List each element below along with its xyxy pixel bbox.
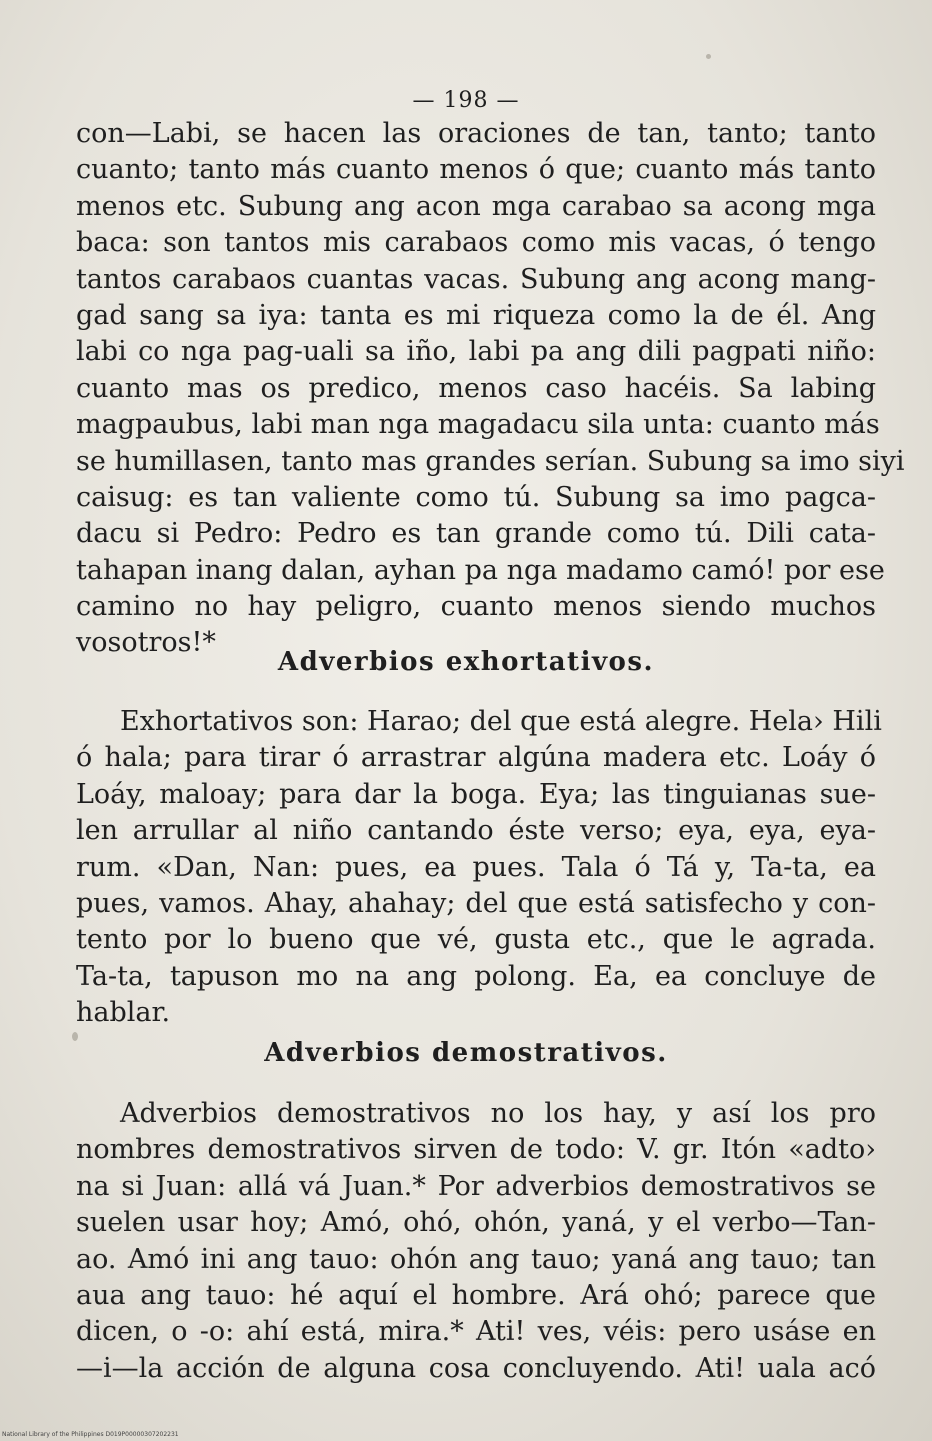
text-line: suelen usar hoy; Amó, ohó, ohón, yaná, y el verbo—Tan- [76, 1207, 876, 1239]
text-line: vosotros!* [76, 627, 216, 659]
text-line: aua ang tauo: hé aquí el hombre. Ará ohó; parece que [76, 1279, 876, 1311]
section-heading-exhortativos: Adverbios exhortativos. [277, 647, 655, 677]
text-line: ao. Amó ini ang tauo: ohón ang tauo; yaná ang tauo; tan [76, 1243, 876, 1275]
text-line: con—Labi, se hacen las oraciones de tan, tanto; tanto [76, 118, 876, 149]
text-line: baca: son tantos mis carabaos como mis vacas, ó tengo [76, 227, 876, 259]
paragraph-exhortativos [76, 704, 882, 1032]
text-line: tahapan inang dalan, ayhan pa nga madamo camó! por ese [76, 554, 885, 586]
text-line: caisug: es tan valiente como tú. Subung sa imo pagca- [76, 481, 876, 513]
text-line: menos etc. Subung ang acon mga carabao sa acong mga [76, 190, 876, 222]
text-line: labi co nga pag-uali sa iño, labi pa ang dili pagpati niño: [76, 336, 876, 368]
text-line: camino no hay peligro, cuanto menos siendo muchos [76, 591, 876, 623]
text-line: se humillasen, tanto mas grandes serían. Subung sa imo siyi [76, 445, 905, 477]
text-line: Adverbios demostrativos no los hay, y así los pro [120, 1098, 876, 1129]
text-line: tantos carabaos cuantas vacas. Subung ang acong mang- [76, 263, 876, 295]
text-line: nombres demostrativos sirven de todo: V. gr. Itón «adto› [76, 1134, 876, 1166]
text-line: cuanto mas os predico, menos caso hacéis. Sa labing [76, 372, 876, 404]
text-line: hablar. [76, 997, 171, 1029]
text-line: na si Juan: allá vá Juan.* Por adverbios demostrativos se [76, 1170, 876, 1202]
text-line: —i—la acción de alguna cosa concluyendo. Ati! uala acó [76, 1352, 876, 1384]
text-line: Exhortativos son: Harao; del que está alegre. Hela› Hili [120, 706, 882, 737]
paragraph-comparatives [76, 116, 905, 662]
text-line: tento por lo bueno que vé, gusta etc., que le agrada. [76, 924, 876, 956]
text-line: dacu si Pedro: Pedro es tan grande como tú. Dili cata- [76, 518, 876, 550]
footer-attribution: National Library of the Philippines D019P00000307202231 [2, 1431, 179, 1438]
text-line: ó hala; para tirar ó arrastrar algúna madera etc. Loáy ó [76, 742, 876, 774]
paper-speck [706, 54, 711, 59]
text-line: magpaubus, labi man nga magadacu sila unta: cuanto más [76, 409, 880, 441]
text-line: dicen, o -o: ahí está, mira.* Ati! ves, véis: pero usáse en [76, 1316, 876, 1348]
text-line: Loáy, maloay; para dar la boga. Eya; las tinguianas sue- [76, 778, 876, 810]
page-number: — 198 — [412, 88, 520, 113]
text-line: pues, vamos. Ahay, ahahay; del que está satisfecho y con- [76, 887, 876, 919]
text-line: len arrullar al niño cantando éste verso; eya, eya, eya- [76, 815, 876, 847]
text-line: gad sang sa iya: tanta es mi riqueza como la de él. Ang [76, 299, 876, 331]
text-line: rum. «Dan, Nan: pues, ea pues. Tala ó Tá y, Ta-ta, ea [76, 851, 876, 883]
section-heading-demostrativos: Adverbios demostrativos. [264, 1038, 668, 1068]
paragraph-demostrativos [76, 1096, 876, 1387]
text-line: Ta-ta, tapuson mo na ang polong. Ea, ea concluye de [76, 960, 876, 992]
text-line: cuanto; tanto más cuanto menos ó que; cuanto más tanto [76, 154, 876, 186]
